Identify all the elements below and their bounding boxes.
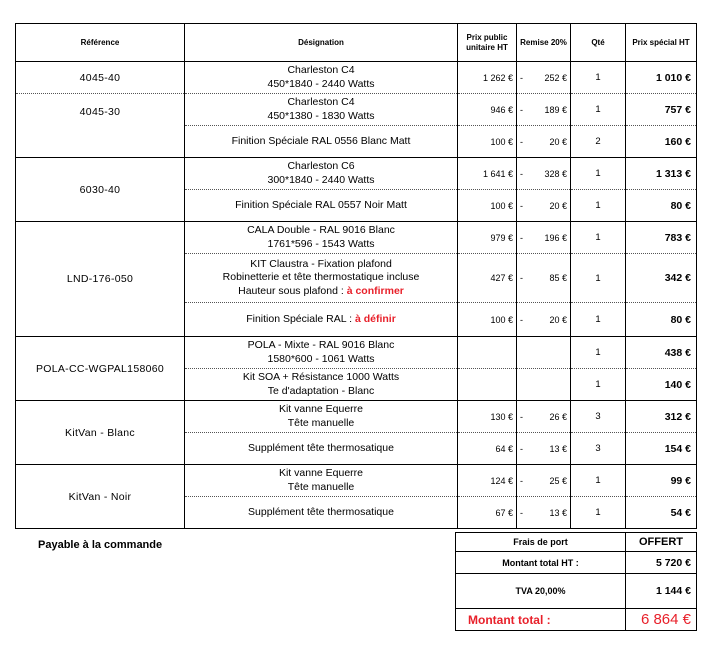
totals-table xyxy=(455,532,697,631)
table-row xyxy=(16,158,697,190)
prix-public-cell: 124 € xyxy=(458,465,517,497)
remise-cell: - 25 € xyxy=(517,465,571,497)
total-ht-label: Montant total HT : xyxy=(456,552,626,574)
header-prix-special: Prix spécial HT xyxy=(626,24,697,62)
header-designation: Désignation xyxy=(185,24,458,62)
prix-special-cell: 438 € xyxy=(626,337,697,369)
remise-cell: - 26 € xyxy=(517,401,571,433)
prix-public-cell: 100 € xyxy=(458,126,517,158)
prix-special-cell: 54 € xyxy=(626,497,697,529)
designation-cell: CALA Double - RAL 9016 Blanc 1761*596 - 1543 Watts xyxy=(185,222,458,254)
shipping-value: OFFERT xyxy=(626,533,697,552)
remise-cell: - 13 € xyxy=(517,497,571,529)
designation-cell: Supplément tête thermosatique xyxy=(185,433,458,465)
header-remise: Remise 20% xyxy=(517,24,571,62)
qte-cell: 1 xyxy=(571,337,626,369)
header-prix-public: Prix public unitaire HT xyxy=(458,24,517,62)
totals-row-ht xyxy=(456,552,697,574)
table-row xyxy=(16,222,697,254)
qte-cell: 1 xyxy=(571,497,626,529)
prix-special-cell: 783 € xyxy=(626,222,697,254)
table-row xyxy=(16,62,697,94)
reference-cell: KitVan - Noir xyxy=(16,465,185,529)
header-reference: Référence xyxy=(16,24,185,62)
reference-cell: KitVan - Blanc xyxy=(16,401,185,465)
prix-public-cell: 100 € xyxy=(458,303,517,337)
prix-special-cell: 140 € xyxy=(626,369,697,401)
prix-public-cell: 64 € xyxy=(458,433,517,465)
designation-cell: POLA - Mixte - RAL 9016 Blanc 1580*600 - 1061 Watts xyxy=(185,337,458,369)
prix-public-cell xyxy=(458,369,517,401)
prix-special-cell: 99 € xyxy=(626,465,697,497)
qte-cell: 2 xyxy=(571,126,626,158)
quote-table xyxy=(15,23,697,529)
prix-public-cell: 979 € xyxy=(458,222,517,254)
table-row xyxy=(16,94,697,126)
designation-cell: Kit SOA + Résistance 1000 Watts Te d'adaptation - Blanc xyxy=(185,369,458,401)
totals-row-grand xyxy=(456,609,697,631)
qte-cell: 1 xyxy=(571,254,626,303)
totals-row-tva xyxy=(456,574,697,609)
shipping-label: Frais de port xyxy=(456,533,626,552)
table-row xyxy=(16,337,697,369)
table-header-row xyxy=(16,24,697,62)
grand-total-value: 6 864 € xyxy=(626,609,697,631)
tva-value: 1 144 € xyxy=(626,574,697,609)
prix-public-cell: 67 € xyxy=(458,497,517,529)
remise-cell: - 189 € xyxy=(517,94,571,126)
tva-label: TVA 20,00% xyxy=(456,574,626,609)
payment-terms: Payable à la commande xyxy=(38,539,163,551)
remise-cell: - 252 € xyxy=(517,62,571,94)
table-row xyxy=(16,465,697,497)
prix-public-cell: 1 262 € xyxy=(458,62,517,94)
prix-public-cell: 1 641 € xyxy=(458,158,517,190)
qte-cell: 3 xyxy=(571,401,626,433)
designation-cell: Kit vanne Equerre Tête manuelle xyxy=(185,465,458,497)
qte-cell: 3 xyxy=(571,433,626,465)
prix-public-cell xyxy=(458,337,517,369)
qte-cell: 1 xyxy=(571,222,626,254)
prix-special-cell: 80 € xyxy=(626,190,697,222)
reference-cell: LND-176-050 xyxy=(16,222,185,337)
total-ht-value: 5 720 € xyxy=(626,552,697,574)
remise-cell: - 196 € xyxy=(517,222,571,254)
qte-cell: 1 xyxy=(571,190,626,222)
reference-cell: 6030-40 xyxy=(16,158,185,222)
prix-special-cell: 154 € xyxy=(626,433,697,465)
table-row xyxy=(16,401,697,433)
remise-cell: - 13 € xyxy=(517,433,571,465)
qte-cell: 1 xyxy=(571,303,626,337)
prix-special-cell: 1 313 € xyxy=(626,158,697,190)
reference-cell: 4045-30 xyxy=(16,94,185,158)
qte-cell: 1 xyxy=(571,369,626,401)
totals-row-shipping xyxy=(456,533,697,552)
prix-special-cell: 312 € xyxy=(626,401,697,433)
remise-cell: - 20 € xyxy=(517,303,571,337)
designation-cell: Finition Spéciale RAL 0557 Noir Matt xyxy=(185,190,458,222)
prix-public-cell: 130 € xyxy=(458,401,517,433)
remise-cell xyxy=(517,337,571,369)
remise-cell: - 85 € xyxy=(517,254,571,303)
qte-cell: 1 xyxy=(571,62,626,94)
prix-special-cell: 342 € xyxy=(626,254,697,303)
remise-cell: - 328 € xyxy=(517,158,571,190)
prix-public-cell: 427 € xyxy=(458,254,517,303)
header-qte: Qté xyxy=(571,24,626,62)
designation-cell: Finition Spéciale RAL : à définir xyxy=(185,303,458,337)
prix-public-cell: 100 € xyxy=(458,190,517,222)
designation-cell: Kit vanne Equerre Tête manuelle xyxy=(185,401,458,433)
prix-public-cell: 946 € xyxy=(458,94,517,126)
remise-cell: - 20 € xyxy=(517,126,571,158)
reference-cell: 4045-40 xyxy=(16,62,185,94)
designation-cell: Supplément tête thermosatique xyxy=(185,497,458,529)
designation-cell: Charleston C6 300*1840 - 2440 Watts xyxy=(185,158,458,190)
prix-special-cell: 1 010 € xyxy=(626,62,697,94)
reference-cell: POLA-CC-WGPAL158060 xyxy=(16,337,185,401)
qte-cell: 1 xyxy=(571,465,626,497)
prix-special-cell: 80 € xyxy=(626,303,697,337)
remise-cell xyxy=(517,369,571,401)
status-warning-text: à confirmer xyxy=(346,284,404,297)
grand-total-label: Montant total : xyxy=(456,609,626,631)
designation-cell: KIT Claustra - Fixation plafond Robinetterie et tête thermostatique incluse Hauteur sous plafond : à confirmer xyxy=(185,254,458,303)
qte-cell: 1 xyxy=(571,94,626,126)
status-warning-text: à définir xyxy=(354,312,396,325)
prix-special-cell: 160 € xyxy=(626,126,697,158)
designation-cell: Charleston C4 450*1380 - 1830 Watts xyxy=(185,94,458,126)
prix-special-cell: 757 € xyxy=(626,94,697,126)
designation-cell: Charleston C4 450*1840 - 2440 Watts xyxy=(185,62,458,94)
designation-cell: Finition Spéciale RAL 0556 Blanc Matt xyxy=(185,126,458,158)
remise-cell: - 20 € xyxy=(517,190,571,222)
qte-cell: 1 xyxy=(571,158,626,190)
